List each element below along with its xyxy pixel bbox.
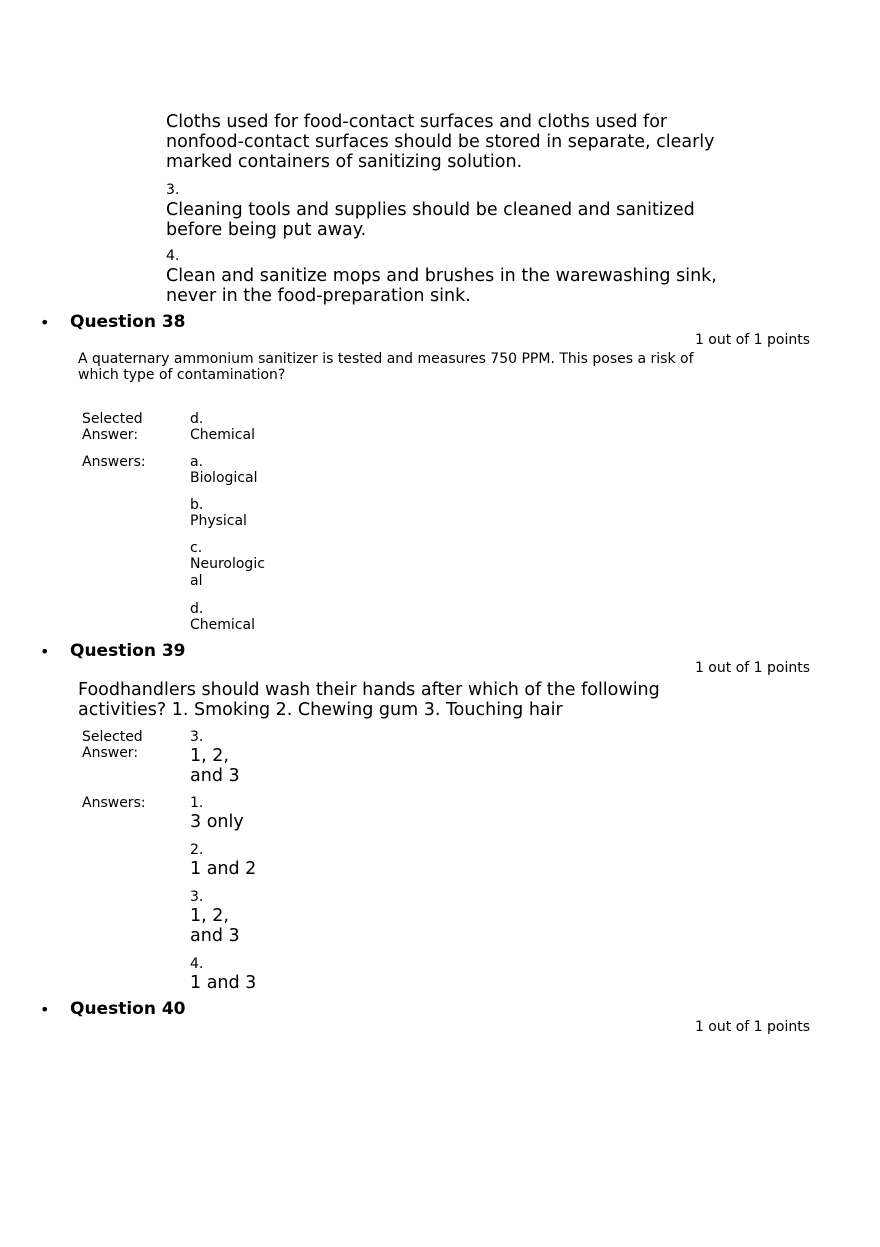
question-38-title: Question 38 xyxy=(70,312,186,332)
question-38-selected-label: Selected Answer: xyxy=(82,411,143,443)
question-38-option-a-letter: a. xyxy=(190,454,204,470)
question-39-option-1-text: 3 only xyxy=(190,812,244,832)
question-38-selected-letter: d. xyxy=(190,411,204,427)
question-39-selected-letter: 3. xyxy=(190,729,204,745)
question-39-option-3-text: 1, 2, and 3 xyxy=(190,906,240,946)
bullet-question-38: • xyxy=(40,313,50,332)
question-39-selected-label: Selected Answer: xyxy=(82,729,143,761)
question-38-option-a-text: Biological xyxy=(190,470,258,486)
question-40-points: 1 out of 1 points xyxy=(694,1019,810,1035)
question-39-points: 1 out of 1 points xyxy=(694,660,810,676)
question-38-option-c-text: Neurological xyxy=(190,556,265,589)
prev-answer-item-4-text: Clean and sanitize mops and brushes in the warewashing sink, never in the food-preparation sink. xyxy=(166,266,717,306)
question-38-selected-text: Chemical xyxy=(190,427,255,443)
prev-answer-item-3-text: Cleaning tools and supplies should be cleaned and sanitized before being put away. xyxy=(166,200,695,240)
question-40-title: Question 40 xyxy=(70,999,186,1019)
question-39-option-4-text: 1 and 3 xyxy=(190,973,257,993)
question-39-option-4-letter: 4. xyxy=(190,956,204,972)
question-39-option-2-letter: 2. xyxy=(190,842,204,858)
question-38-answers-label: Answers: xyxy=(82,454,146,470)
question-39-option-1-letter: 1. xyxy=(190,795,204,811)
question-39-text: Foodhandlers should wash their hands after which of the following activities? 1. Smoking 2. Chewing gum 3. Touching hair xyxy=(78,680,660,720)
question-38-option-b-text: Physical xyxy=(190,513,247,529)
question-39-title: Question 39 xyxy=(70,641,186,661)
question-39-option-2-text: 1 and 2 xyxy=(190,859,257,879)
question-38-points: 1 out of 1 points xyxy=(694,332,810,348)
prev-answer-item-2-text: Cloths used for food-contact surfaces and cloths used for nonfood-contact surfaces should be stored in separate, clearly marked containers of sanitizing solution. xyxy=(166,112,715,172)
question-39-option-3-letter: 3. xyxy=(190,889,204,905)
prev-answer-item-3-number: 3. xyxy=(166,182,180,198)
prev-answer-item-4-number: 4. xyxy=(166,248,180,264)
question-38-text: A quaternary ammonium sanitizer is tested and measures 750 PPM. This poses a risk of which type of contamination? xyxy=(78,351,694,383)
question-39-selected-text: 1, 2, and 3 xyxy=(190,746,240,786)
bullet-question-39: • xyxy=(40,642,50,661)
bullet-question-40: • xyxy=(40,1000,50,1019)
question-38-option-c-letter: c. xyxy=(190,540,203,556)
question-38-option-d-text: Chemical xyxy=(190,617,255,633)
question-38-option-d-letter: d. xyxy=(190,601,204,617)
question-38-option-b-letter: b. xyxy=(190,497,204,513)
question-39-answers-label: Answers: xyxy=(82,795,146,811)
